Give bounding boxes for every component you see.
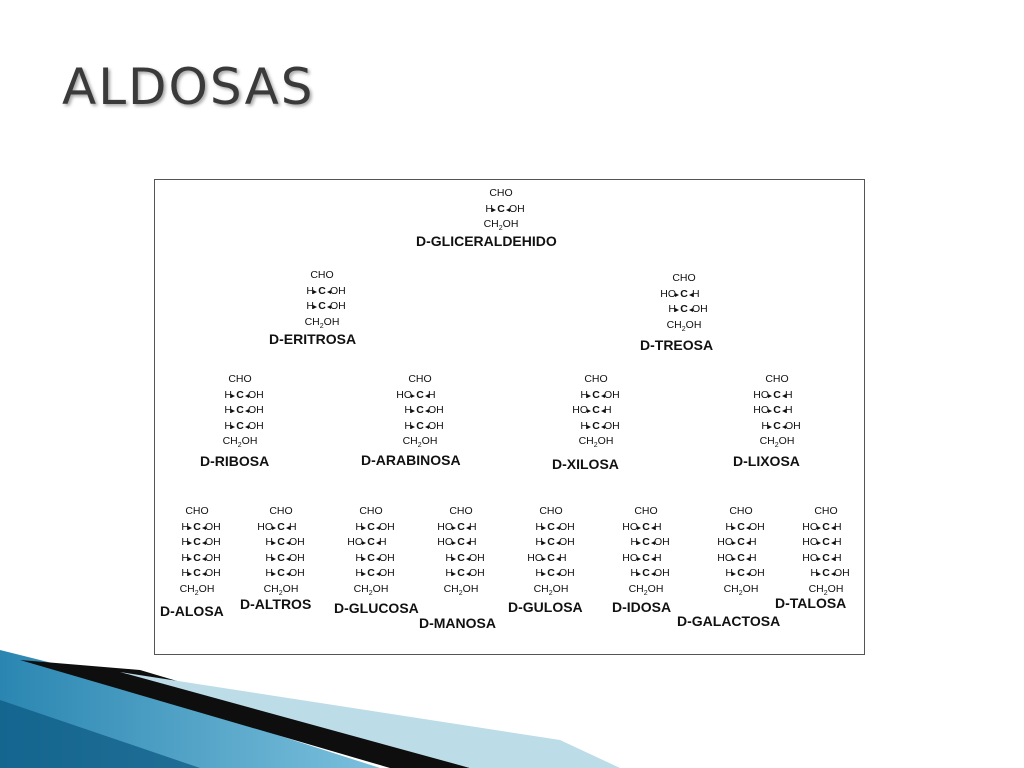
substituent-left: H — [761, 419, 769, 432]
substituent-left: HO — [622, 520, 638, 533]
substituent-right: OH — [289, 551, 305, 564]
primary-alcohol-label: $CH_2OH$ — [808, 582, 845, 602]
substituent-left: HO — [717, 551, 733, 564]
substituent-right: H — [692, 287, 700, 300]
substituent-right: OH — [289, 567, 305, 579]
substituent-right: H — [428, 388, 436, 401]
substituent-left: HO — [437, 520, 453, 533]
substituent-left: H — [181, 567, 189, 579]
substituent-right: H — [469, 520, 477, 533]
aldehyde-group — [360, 372, 480, 388]
substituent-right: OH — [559, 567, 575, 579]
substituent-left: H — [355, 551, 363, 564]
substituent-left: H — [668, 303, 676, 315]
primary-alcohol-label: $CH_2OH$ — [483, 217, 520, 237]
carbon-atom: C — [366, 551, 376, 567]
substituent-right: OH — [379, 551, 395, 564]
substituent-right: OH — [749, 567, 765, 579]
stereocenter — [536, 419, 656, 435]
substituent-right: H — [785, 404, 793, 416]
substituent-left: H — [404, 419, 412, 432]
primary-alcohol-label: $CH_2OH$ — [179, 582, 216, 602]
sugar-name: D-ALOSA — [160, 603, 224, 619]
carbon-atom: C — [276, 520, 286, 536]
carbon-atom: C — [821, 520, 831, 536]
substituent-left: HO — [527, 551, 543, 564]
aldehyde-label: CHO — [358, 504, 383, 520]
stereocenter — [180, 388, 300, 404]
fischer-projection — [180, 372, 300, 469]
primary-alcohol-group — [180, 434, 300, 450]
primary-alcohol-group — [441, 217, 561, 233]
substituent-right: H — [654, 520, 662, 533]
substituent-right: OH — [692, 303, 708, 315]
aldehyde-label: CHO — [671, 271, 696, 287]
substituent-left: HO — [572, 404, 588, 416]
aldehyde-group — [180, 372, 300, 388]
substituent-right: H — [379, 536, 387, 548]
aldehyde-label: CHO — [488, 186, 513, 202]
substituent-left: H — [445, 551, 453, 564]
aldehyde-group — [536, 372, 656, 388]
aldehyde-group — [624, 271, 744, 287]
carbon-atom: C — [641, 535, 651, 551]
substituent-right: H — [654, 551, 662, 564]
carbon-atom: C — [772, 388, 782, 404]
substituent-left: H — [265, 536, 273, 548]
carbon-atom: C — [821, 551, 831, 567]
fischer-projection — [360, 372, 480, 468]
carbon-atom: C — [821, 535, 831, 551]
substituent-right: OH — [205, 567, 221, 579]
primary-alcohol-label: $CH_2OH$ — [443, 582, 480, 602]
substituent-left: H — [265, 551, 273, 564]
substituent-left: H — [181, 520, 189, 533]
substituent-left: HO — [660, 287, 676, 300]
primary-alcohol-label: $CH_2OH$ — [353, 582, 390, 602]
carbon-atom: C — [276, 535, 286, 551]
carbon-atom: C — [496, 202, 506, 218]
aldehyde-label: CHO — [227, 372, 252, 388]
stereocenter — [536, 388, 656, 404]
stereocenter — [262, 284, 382, 300]
carbon-atom: C — [641, 551, 651, 567]
carbon-atom: C — [456, 566, 466, 582]
primary-alcohol-label: $CH_2OH$ — [578, 434, 615, 454]
sugar-name: D-GLICERALDEHIDO — [416, 233, 557, 249]
carbon-atom: C — [641, 566, 651, 582]
carbon-atom: C — [456, 551, 466, 567]
aldehyde-label: CHO — [538, 504, 563, 520]
primary-alcohol-group — [262, 315, 382, 331]
substituent-right: OH — [205, 551, 221, 564]
carbon-atom: C — [276, 551, 286, 567]
carbon-atom: C — [736, 566, 746, 582]
fischer-projection — [536, 372, 656, 472]
aldehyde-label: CHO — [764, 372, 789, 388]
substituent-right: OH — [509, 202, 525, 215]
aldehyde-label: CHO — [633, 504, 658, 520]
sugar-name: D-ERITROSA — [269, 331, 357, 347]
stereocenter — [717, 419, 837, 435]
primary-alcohol-label: $CH_2OH$ — [666, 318, 703, 338]
primary-alcohol-label: $CH_2OH$ — [723, 582, 760, 602]
substituent-left: H — [224, 388, 232, 401]
stereocenter — [180, 419, 300, 435]
primary-alcohol-label: $CH_2OH$ — [222, 434, 259, 454]
substituent-right: H — [749, 551, 757, 564]
substituent-right: OH — [428, 419, 444, 432]
sugar-name: D-ARABINOSA — [361, 452, 461, 468]
stereocenter — [717, 403, 837, 419]
primary-alcohol-group — [717, 434, 837, 450]
carbon-atom: C — [736, 535, 746, 551]
substituent-left: H — [725, 520, 733, 533]
primary-alcohol-label: $CH_2OH$ — [533, 582, 570, 602]
primary-alcohol-label: $CH_2OH$ — [628, 582, 665, 602]
carbon-atom: C — [276, 566, 286, 582]
carbon-atom: C — [192, 566, 202, 582]
sugar-name: D-GALACTOSA — [677, 613, 781, 629]
sugar-name: D-RIBOSA — [200, 453, 270, 469]
substituent-left: HO — [257, 520, 273, 533]
substituent-right: OH — [785, 419, 801, 432]
primary-alcohol-label: $CH_2OH$ — [263, 582, 300, 602]
carbon-atom: C — [456, 520, 466, 536]
substituent-left: H — [535, 567, 543, 579]
substituent-left: H — [580, 419, 588, 432]
carbon-atom: C — [456, 535, 466, 551]
substituent-right: OH — [379, 567, 395, 579]
substituent-left: H — [181, 536, 189, 548]
substituent-left: H — [630, 567, 638, 579]
carbon-atom: C — [821, 566, 831, 582]
stereocenter — [360, 419, 480, 435]
fischer-projection — [766, 504, 886, 611]
substituent-left: H — [306, 284, 314, 297]
sugar-name: D-TREOSA — [640, 337, 714, 353]
sugar-name: D-IDOSA — [612, 599, 672, 615]
carbon-atom: C — [415, 419, 425, 435]
stereocenter — [262, 299, 382, 315]
substituent-right: H — [469, 536, 477, 548]
stereocenter — [766, 566, 886, 582]
substituent-left: H — [265, 567, 273, 579]
stereocenter — [766, 535, 886, 551]
substituent-left: H — [355, 567, 363, 579]
carbon-atom: C — [591, 419, 601, 435]
slide-title: ALDOSAS — [62, 58, 315, 116]
aldehyde-label: CHO — [448, 504, 473, 520]
carbon-atom: C — [546, 551, 556, 567]
substituent-right: H — [289, 520, 297, 533]
substituent-right: OH — [428, 404, 444, 416]
aldehyde-group — [717, 372, 837, 388]
substituent-left: HO — [396, 388, 412, 401]
substituent-left: HO — [753, 388, 769, 401]
carbon-atom: C — [736, 520, 746, 536]
substituent-left: HO — [622, 551, 638, 564]
substituent-left: H — [404, 404, 412, 416]
aldehyde-label: CHO — [813, 504, 838, 520]
substituent-right: OH — [834, 567, 850, 579]
carbon-atom: C — [192, 535, 202, 551]
substituent-left: H — [630, 536, 638, 548]
substituent-right: OH — [248, 404, 264, 416]
stereocenter — [624, 302, 744, 318]
carbon-atom: C — [772, 419, 782, 435]
carbon-atom: C — [317, 299, 327, 315]
aldehyde-label: CHO — [407, 372, 432, 388]
substituent-right: H — [749, 536, 757, 548]
stereocenter — [180, 403, 300, 419]
substituent-right: OH — [654, 567, 670, 579]
aldehyde-label: CHO — [309, 268, 334, 284]
primary-alcohol-label: $CH_2OH$ — [304, 315, 341, 335]
carbon-atom: C — [192, 520, 202, 536]
substituent-right: OH — [330, 284, 346, 297]
substituent-left: HO — [802, 520, 818, 533]
substituent-right: OH — [248, 419, 264, 432]
carbon-atom: C — [317, 284, 327, 300]
substituent-left: HO — [347, 536, 363, 548]
aldehyde-group — [766, 504, 886, 520]
substituent-right: OH — [469, 567, 485, 579]
substituent-left: H — [355, 520, 363, 533]
carbon-atom: C — [235, 419, 245, 435]
stereocenter — [360, 403, 480, 419]
primary-alcohol-group — [624, 318, 744, 334]
sugar-name: D-TALOSA — [775, 595, 847, 611]
carbon-atom: C — [366, 535, 376, 551]
aldehyde-label: CHO — [728, 504, 753, 520]
carbon-atom: C — [235, 403, 245, 419]
substituent-left: H — [725, 567, 733, 579]
carbon-atom: C — [591, 388, 601, 404]
substituent-right: OH — [559, 520, 575, 533]
substituent-right: OH — [289, 536, 305, 548]
substituent-right: H — [559, 551, 567, 564]
carbon-atom: C — [546, 566, 556, 582]
primary-alcohol-group — [360, 434, 480, 450]
primary-alcohol-label: $CH_2OH$ — [759, 434, 796, 454]
fischer-projection — [416, 186, 561, 249]
sugar-name: D-LIXOSA — [733, 453, 800, 469]
substituent-right: OH — [749, 520, 765, 533]
carbon-atom: C — [366, 566, 376, 582]
fischer-projection — [262, 268, 382, 347]
carbon-atom: C — [415, 388, 425, 404]
carbon-atom: C — [366, 520, 376, 536]
sugar-name: D-ALTROS — [240, 596, 312, 612]
substituent-right: OH — [205, 520, 221, 533]
substituent-left: H — [535, 520, 543, 533]
carbon-atom: C — [192, 551, 202, 567]
substituent-left: HO — [802, 551, 818, 564]
primary-alcohol-label: $CH_2OH$ — [402, 434, 439, 454]
substituent-right: OH — [654, 536, 670, 548]
substituent-right: H — [834, 551, 842, 564]
substituent-right: OH — [330, 300, 346, 312]
carbon-atom: C — [415, 403, 425, 419]
aldehyde-label: CHO — [583, 372, 608, 388]
substituent-right: H — [785, 388, 793, 401]
substituent-left: HO — [802, 536, 818, 548]
carbon-atom: C — [546, 535, 556, 551]
substituent-left: H — [224, 404, 232, 416]
stereocenter — [766, 551, 886, 567]
substituent-left: HO — [753, 404, 769, 416]
substituent-left: H — [181, 551, 189, 564]
aldehyde-group — [441, 186, 561, 202]
substituent-right: OH — [559, 536, 575, 548]
stereocenter — [717, 388, 837, 404]
substituent-right: OH — [604, 388, 620, 401]
substituent-right: H — [834, 536, 842, 548]
primary-alcohol-group — [536, 434, 656, 450]
stereocenter — [441, 202, 561, 218]
substituent-right: OH — [205, 536, 221, 548]
carbon-atom: C — [679, 302, 689, 318]
aldehyde-label: CHO — [268, 504, 293, 520]
stereocenter — [766, 520, 886, 536]
carbon-atom: C — [235, 388, 245, 404]
carbon-atom: C — [546, 520, 556, 536]
carbon-atom: C — [679, 287, 689, 303]
sugar-name: D-GLUCOSA — [334, 600, 419, 616]
substituent-right: OH — [469, 551, 485, 564]
stereocenter — [536, 403, 656, 419]
substituent-left: H — [224, 419, 232, 432]
stereocenter — [624, 287, 744, 303]
substituent-left: H — [810, 567, 818, 579]
carbon-atom: C — [641, 520, 651, 536]
substituent-right: OH — [248, 388, 264, 401]
substituent-left: H — [485, 202, 493, 215]
carbon-atom: C — [772, 403, 782, 419]
substituent-left: H — [535, 536, 543, 548]
substituent-right: H — [604, 404, 612, 416]
carbon-atom: C — [591, 403, 601, 419]
sugar-name: D-GULOSA — [508, 599, 583, 615]
substituent-right: OH — [379, 520, 395, 533]
substituent-left: H — [306, 300, 314, 312]
substituent-left: H — [580, 388, 588, 401]
aldehyde-group — [262, 268, 382, 284]
stereocenter — [360, 388, 480, 404]
sugar-name: D-MANOSA — [419, 615, 496, 631]
substituent-right: H — [834, 520, 842, 533]
substituent-right: OH — [604, 419, 620, 432]
sugar-name: D-XILOSA — [552, 456, 619, 472]
substituent-left: HO — [717, 536, 733, 548]
carbon-atom: C — [736, 551, 746, 567]
aldehyde-label: CHO — [184, 504, 209, 520]
fischer-projection — [717, 372, 837, 469]
substituent-left: HO — [437, 536, 453, 548]
substituent-left: H — [445, 567, 453, 579]
fischer-projection — [624, 271, 744, 353]
